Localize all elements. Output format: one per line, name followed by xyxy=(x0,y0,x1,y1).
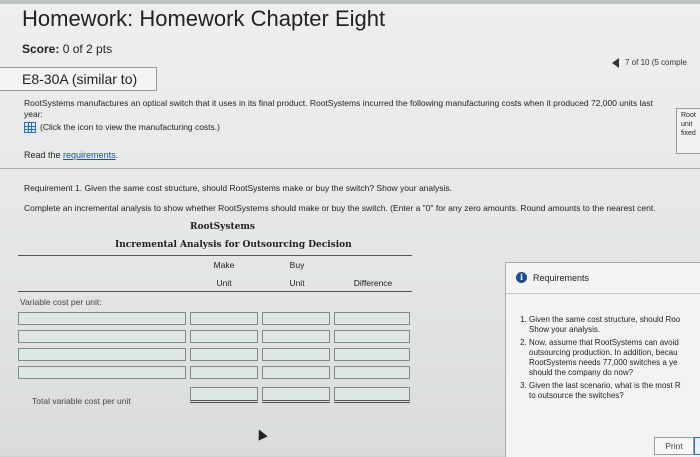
requirements-popup xyxy=(505,262,700,457)
info-icon: i xyxy=(516,272,527,283)
side-panel-peek xyxy=(676,108,700,154)
section-divider xyxy=(0,168,700,169)
table-grid-icon[interactable] xyxy=(24,122,36,133)
side-peek-line: unit xyxy=(681,121,693,128)
col-make-header: Make xyxy=(213,260,235,270)
side-peek-line: fixed xyxy=(681,130,696,137)
buy-amount-input[interactable] xyxy=(262,348,330,361)
difference-input[interactable] xyxy=(334,312,410,325)
score-value: 0 of 2 pts xyxy=(62,42,113,56)
side-peek-line: Root xyxy=(681,112,696,119)
top-border xyxy=(0,0,700,4)
requirement-item: 2. Now, assume that RootSystems can avoid outsourcing production. In addition, becau RootSystems needs 77,000 switches a ye should the company do now? xyxy=(529,338,700,378)
question-nav xyxy=(612,56,700,69)
requirement-item: 3. Given the last scenario, what is the most R to outsource the switches? xyxy=(529,381,700,401)
cost-item-input[interactable] xyxy=(18,312,186,325)
problem-intro xyxy=(24,98,674,133)
difference-total-input[interactable] xyxy=(334,387,410,403)
header-rule xyxy=(18,291,412,292)
make-amount-input[interactable] xyxy=(190,366,258,379)
col-buy-header: Buy xyxy=(289,260,305,270)
table-title-rule xyxy=(18,255,412,256)
difference-input[interactable] xyxy=(334,348,410,361)
score-label: Score: xyxy=(22,42,60,56)
make-total-input[interactable] xyxy=(190,387,258,403)
col-difference: Difference xyxy=(353,278,393,288)
make-amount-input[interactable] xyxy=(190,348,258,361)
read-requirements xyxy=(24,150,118,160)
intro-text: RootSystems manufactures an optical switch that it uses in its final product. RootSystems incurred the following manufacturing costs when it produced 72,000 units last year: xyxy=(24,98,653,119)
page-title: Homework: Homework Chapter Eight xyxy=(22,6,386,31)
make-amount-input[interactable] xyxy=(190,312,258,325)
difference-input[interactable] xyxy=(334,330,410,343)
make-amount-input[interactable] xyxy=(190,330,258,343)
col-make-unit: Unit xyxy=(216,278,232,288)
table-company: RootSystems xyxy=(190,222,255,232)
question-header xyxy=(0,67,157,91)
difference-input[interactable] xyxy=(334,366,410,379)
col-buy-unit: Unit xyxy=(289,278,305,288)
popup-header xyxy=(516,272,589,283)
read-suffix: . xyxy=(115,150,119,160)
buy-total-input[interactable] xyxy=(262,387,330,403)
cost-item-input[interactable] xyxy=(18,348,186,361)
costs-link-text: (Click the icon to view the manufacturing costs.) xyxy=(40,122,220,132)
print-button[interactable]: Print xyxy=(654,437,694,455)
cost-item-input[interactable] xyxy=(18,330,186,343)
variable-cost-label: Variable cost per unit: xyxy=(20,297,102,307)
done-button-peek[interactable] xyxy=(694,437,700,455)
mouse-cursor-icon xyxy=(254,427,267,440)
read-prefix: Read the xyxy=(24,150,61,160)
buy-amount-input[interactable] xyxy=(262,312,330,325)
question-id: E8-30A (similar to) xyxy=(22,71,138,87)
requirements-link[interactable]: requirements xyxy=(63,150,116,160)
buy-amount-input[interactable] xyxy=(262,330,330,343)
requirement-item: 1. Given the same cost structure, should Roo Show your analysis. xyxy=(529,315,700,335)
total-variable-cost-label: Total variable cost per unit xyxy=(32,396,131,406)
requirements-list xyxy=(516,315,700,404)
popup-divider xyxy=(506,293,700,294)
requirement-1-text: Requirement 1. Given the same cost structure, should RootSystems make or buy the switch? Show your analysis. xyxy=(24,183,453,193)
popup-title: Requirements xyxy=(533,272,590,283)
score xyxy=(22,42,112,56)
buy-amount-input[interactable] xyxy=(262,366,330,379)
question-count: 7 of 10 (5 comple xyxy=(625,58,687,67)
cost-item-input[interactable] xyxy=(18,366,186,379)
previous-question-icon[interactable] xyxy=(612,58,619,68)
costs-link-line xyxy=(24,122,674,133)
instructions-text: Complete an incremental analysis to show whether RootSystems should make or buy the switch. (Enter a "0" for any zero amounts. Round amounts to the nearest cent. xyxy=(24,203,656,213)
table-title: Incremental Analysis for Outsourcing Decision xyxy=(115,240,352,250)
